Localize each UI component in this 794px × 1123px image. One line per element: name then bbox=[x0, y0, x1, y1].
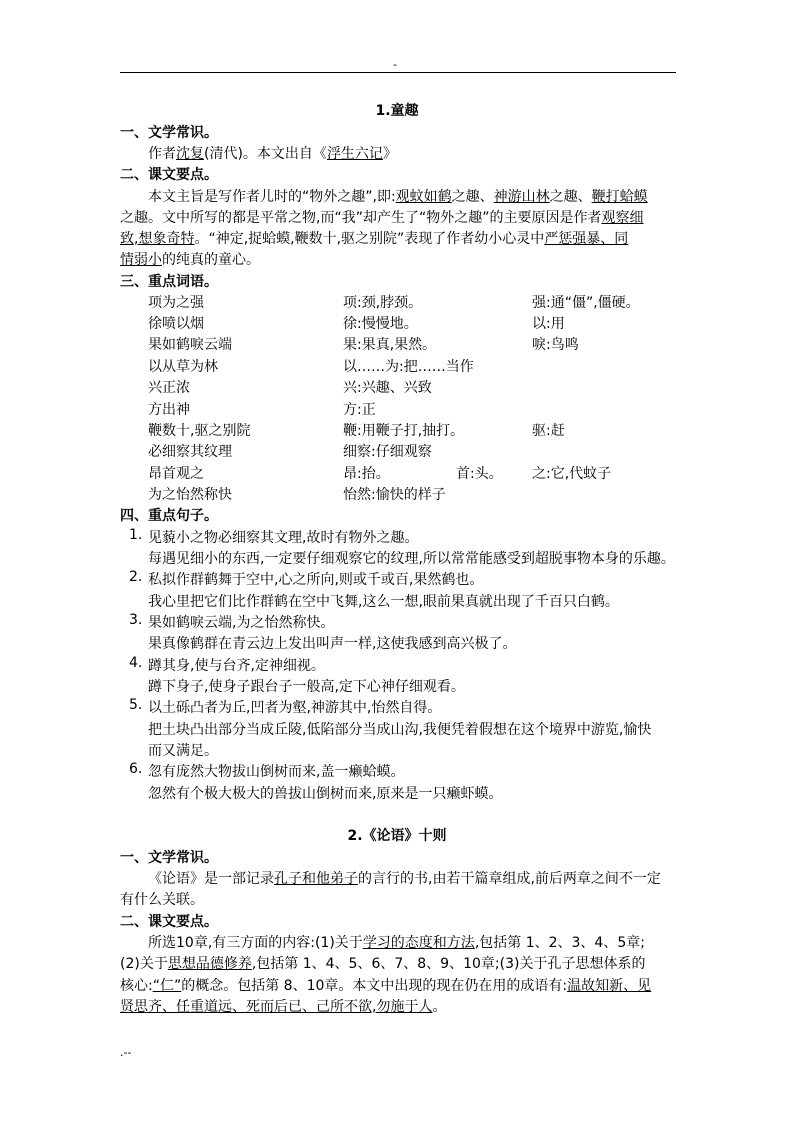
lesson1-section2-line3: 致,想象奇特。“神定,捉蛤蟆,鞭数十,驱之别院”表现了作者幼小心灵中严惩强暴、同 bbox=[120, 231, 629, 247]
sentence-translation: 把土块凸出部分当成丘陵,低陷部分当成山沟,我便凭着假想在这个境界中游览,愉快 bbox=[148, 722, 652, 738]
vocab-term: 果如鹤唳云端 bbox=[148, 337, 232, 353]
sentence-translation: 蹲下身子,使身子跟台子一般高,定下心神仔细观看。 bbox=[148, 679, 465, 695]
sentence-source: 果如鹤唳云端,为之怡然称快。 bbox=[148, 615, 335, 631]
vocab-term: 徐喷以烟 bbox=[148, 316, 204, 332]
vocab-gloss: 鞭:用鞭子打,抽打。 bbox=[343, 423, 465, 439]
vocab-term: 项为之强 bbox=[148, 295, 204, 311]
lesson1-section2-line4: 情弱小的纯真的童心。 bbox=[120, 252, 260, 268]
author-name: 沈复 bbox=[176, 146, 204, 162]
sentence-number: 1. bbox=[129, 527, 143, 543]
lesson2-section2-line2: (2)关于思想品德修养,包括第 1、4、5、6、7、8、9、10章;(3)关于孔子思想体系的 bbox=[120, 956, 646, 972]
vocab-gloss: 以……为:把……当作 bbox=[343, 359, 474, 375]
sentence-translation: 我心里把它们比作群鹤在空中飞舞,这么一想,眼前果真就出现了千百只白鹤。 bbox=[148, 594, 619, 610]
vocab-gloss: 驱:赶 bbox=[532, 423, 565, 439]
lesson1-section4-heading: 四、重点句子。 bbox=[120, 508, 218, 524]
lesson1-section3-heading: 三、重点词语。 bbox=[120, 274, 218, 290]
sentence-number: 4. bbox=[129, 655, 143, 671]
lesson2-title: 2.《论语》十则 bbox=[347, 828, 447, 844]
sentence-number: 6. bbox=[129, 761, 143, 777]
lesson2-section2-line3: 核心:“仁”的概念。包括第 8、10章。本文中出现的现在仍在用的成语有:温故知新、见 bbox=[120, 978, 652, 994]
sentence-source: 见藐小之物必细察其文理,故时有物外之趣。 bbox=[148, 530, 419, 546]
lesson2-section2-heading: 二、课文要点。 bbox=[120, 914, 218, 930]
footer-mark: .-- bbox=[120, 1046, 132, 1059]
vocab-term: 必细察其纹理 bbox=[148, 444, 232, 460]
vocab-gloss: 兴:兴趣、兴致 bbox=[343, 380, 432, 396]
vocab-gloss: 唳:鸟鸣 bbox=[532, 337, 579, 353]
sentence-translation: 果真像鹤群在青云边上发出叫声一样,这使我感到高兴极了。 bbox=[148, 636, 517, 652]
vocab-term: 鞭数十,驱之别院 bbox=[148, 423, 251, 439]
vocab-gloss: 项:颈,脖颈。 bbox=[343, 295, 423, 311]
sentence-translation: 忽然有个极大极大的兽拔山倒树而来,原来是一只癞虾蟆。 bbox=[148, 786, 503, 802]
lesson1-section1-text: 作者沈复(清代)。本文出自《浮生六记》 bbox=[148, 146, 397, 162]
lesson1-section2-line2: 之趣。文中所写的都是平常之物,而“我”却产生了“物外之趣”的主要原因是作者观察细 bbox=[120, 210, 644, 226]
vocab-gloss: 果:果真,果然。 bbox=[343, 337, 437, 353]
sentence-source: 以土砾凸者为丘,凹者为壑,神游其中,怡然自得。 bbox=[148, 700, 442, 716]
sentence-source: 忽有庞然大物拔山倒树而来,盖一癞蛤蟆。 bbox=[148, 764, 405, 780]
vocab-term: 兴正浓 bbox=[148, 380, 190, 396]
vocab-term: 昂首观之 bbox=[148, 466, 204, 482]
vocab-gloss: 昂:抬。 bbox=[343, 466, 390, 482]
sentence-number: 5. bbox=[129, 697, 143, 713]
header-rule bbox=[120, 72, 676, 73]
lesson2-section2-line1: 所选10章,有三方面的内容:(1)关于学习的态度和方法,包括第 1、2、3、4、5章; bbox=[148, 935, 645, 951]
vocab-term: 为之怡然称快 bbox=[148, 487, 232, 503]
vocab-gloss: 强:通“僵”,僵硬。 bbox=[532, 295, 640, 311]
lesson1-title: 1.童趣 bbox=[375, 103, 419, 119]
sentence-translation: 而又满足。 bbox=[148, 743, 218, 759]
vocab-gloss: 之:它,代蚊子 bbox=[532, 466, 612, 482]
lesson1-section1-heading: 一、文学常识。 bbox=[120, 125, 218, 141]
sentence-source: 私拟作群鹤舞于空中,心之所向,则或千或百,果然鹤也。 bbox=[148, 572, 484, 588]
sentence-translation: 每遇见细小的东西,一定要仔细观察它的纹理,所以常常能感受到超脱事物本身的乐趣。 bbox=[148, 551, 675, 567]
sentence-number: 2. bbox=[129, 569, 143, 585]
lesson2-section1-line1: 《论语》是一部记录孔子和他弟子的言行的书,由若干篇章组成,前后两章之间不一定 bbox=[148, 871, 661, 887]
vocab-gloss: 方:正 bbox=[343, 402, 376, 418]
lesson2-section1-line2: 有什么关联。 bbox=[120, 892, 204, 908]
lesson1-section2-heading: 二、课文要点。 bbox=[120, 167, 218, 183]
lesson2-section1-heading: 一、文学常识。 bbox=[120, 850, 218, 866]
vocab-gloss: 首:头。 bbox=[456, 466, 503, 482]
vocab-gloss: 怡然:愉快的样子 bbox=[343, 487, 446, 503]
vocab-term: 方出神 bbox=[148, 402, 190, 418]
lesson2-section2-line4: 贤思齐、任重道远、死而后已、己所不欲,勿施于人。 bbox=[120, 999, 447, 1015]
vocab-gloss: 徐:慢慢地。 bbox=[343, 316, 418, 332]
header-mark: - bbox=[393, 58, 397, 71]
sentence-number: 3. bbox=[129, 612, 143, 628]
vocab-gloss: 以:用 bbox=[532, 316, 565, 332]
lesson1-section2-line1: 本文主旨是写作者儿时的“物外之趣”,即:观蚊如鹤之趣、神游山林之趣、鞭打蛤蟆 bbox=[148, 189, 648, 205]
vocab-term: 以从草为林 bbox=[148, 359, 218, 375]
vocab-gloss: 细察:仔细观察 bbox=[343, 444, 432, 460]
sentence-source: 蹲其身,使与台齐,定神细视。 bbox=[148, 658, 325, 674]
book-name: 浮生六记 bbox=[326, 146, 383, 162]
